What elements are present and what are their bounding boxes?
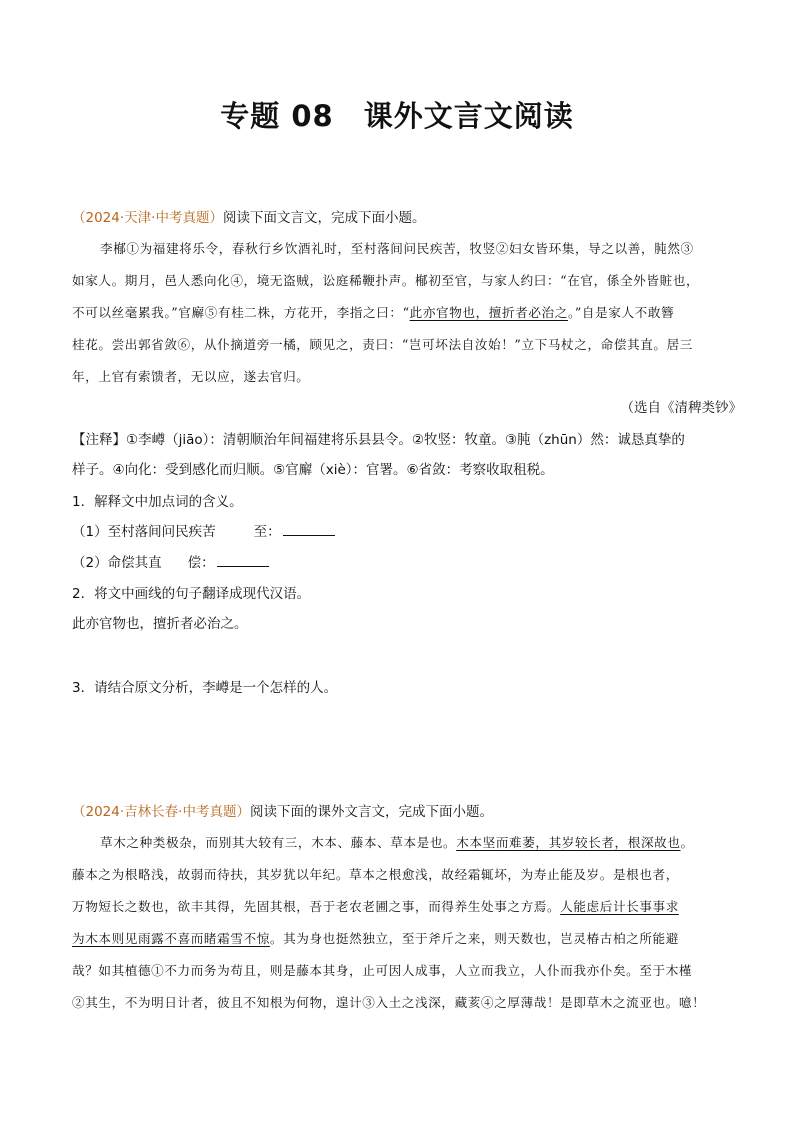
question-label: （1）至村落间问民疾苦 — [72, 524, 216, 540]
q2-underlined-sentence: 为木本则见雨露不喜而睹霜雪不惊 — [72, 931, 270, 946]
q2-intro: 阅读下面的课外文言文，完成下面小题。 — [249, 804, 493, 820]
q1-notes-line: 样子。④向化：受到感化而归顺。⑤官廨（xiè）：官署。⑥省敛：考察收取租税。 — [72, 462, 554, 478]
q1-text-line: 李㮋①为福建将乐令，春秋行乡饮酒礼时，至村落间问民疾苦，牧竖②妇女皆环集，导之以善，肫然③ — [100, 241, 694, 256]
q2-source-tag: （2024·吉林长春·中考真题） — [72, 804, 250, 820]
q2-text-line: 藤本之为根略浅，故弱而待扶，其岁犹以年纪。草本之根愈浅，故经霜辄坏，为寿止能及岁。是根也者， — [72, 867, 679, 882]
q1-question-2: 2．将文中画线的句子翻译成现代汉语。 — [72, 586, 311, 602]
q1-header — [72, 206, 425, 226]
q1-source-tag: （2024·天津·中考真题） — [72, 210, 223, 226]
q1-text-segment: 不可以丝毫累我。”官廨⑤有桂二株，方花开，李指之曰：“ — [72, 305, 410, 320]
q2-text-segment: 万物短长之数也，欲丰其得，先固其根，吾于老农老圃之事，而得养生处事之方焉。 — [72, 899, 561, 914]
q2-text-line — [72, 928, 679, 947]
q2-text-line: 哉？如其植德①不力而务为苟且，则是藤本其身，止可因人成事，人立而我立，人仆而我亦仆矣。至于木槿 — [72, 963, 693, 978]
question-label: （2）命偿其直 — [72, 555, 162, 571]
answer-blank[interactable] — [217, 554, 269, 567]
q1-notes-line: 【注释】①李嶟（jiāo）：清朝顺治年间福建将乐县县令。②牧竖：牧童。③肫（zhūn）然：诚恳真挚的 — [72, 432, 685, 448]
q2-text-segment: 。其为身也挺然独立，至于斧斤之来，则天数也，岂灵椿古柏之所能避 — [269, 931, 679, 946]
q1-question-1: 1．解释文中加点词的含义。 — [72, 494, 243, 510]
page-title — [0, 94, 794, 135]
title-topic-number: 专题 08 — [220, 99, 334, 133]
q2-text-line — [72, 896, 679, 915]
q1-intro: 阅读下面文言文，完成下面小题。 — [222, 210, 426, 226]
q1-question-3: 3．请结合原文分析，李嶟是一个怎样的人。 — [72, 680, 338, 696]
q1-question-2-sentence: 此亦官物也，擅折者必治之。 — [72, 616, 248, 632]
q1-question-1-2 — [72, 551, 269, 571]
q1-question-1-1 — [72, 520, 335, 540]
q1-underlined-sentence: 此亦官物也，擅折者必治之 — [409, 305, 568, 320]
question-word: 至： — [253, 524, 281, 540]
q2-underlined-sentence: 人能虑后计长事事求 — [560, 899, 679, 914]
q2-text-segment: 草木之种类极杂，而别其大较有三，木本、藤本、草本是也。 — [100, 835, 457, 850]
answer-blank[interactable] — [283, 523, 335, 536]
q1-citation: （选自《清稗类钞》 — [620, 400, 742, 416]
q1-text-segment: 。”自是家人不敢簪 — [567, 305, 675, 320]
q2-text-segment: 。 — [680, 835, 694, 850]
q1-text-line — [72, 302, 674, 321]
q2-text-line — [100, 832, 694, 851]
question-word: 偿： — [187, 555, 215, 571]
q2-text-line: ②其生，不为明日计者，彼且不知根为何物，遑计③入土之浅深，藏荄④之厚薄哉！是即草木之流亚也。噫！ — [72, 995, 706, 1010]
title-topic-name: 课外文言文阅读 — [363, 99, 574, 133]
q1-text-line: 如家人。期月，邑人悉向化④，境无盗贼，讼庭稀鞭扑声。㮋初至官，与家人约曰：“在官，係全外皆賍也， — [72, 273, 700, 288]
q1-text-line: 年，上官有索馈者，无以应，遂去官归。 — [72, 369, 310, 384]
q2-header — [72, 800, 493, 820]
q1-text-line: 桂花。尝出郭省敛⑥，从仆摘道旁一橘，顾见之，责曰：“岂可坏法自汝始！”立下马杖之，命偿其直。居三 — [72, 337, 693, 352]
q2-underlined-sentence: 木本坚而难萎，其岁较长者，根深故也 — [456, 835, 681, 850]
